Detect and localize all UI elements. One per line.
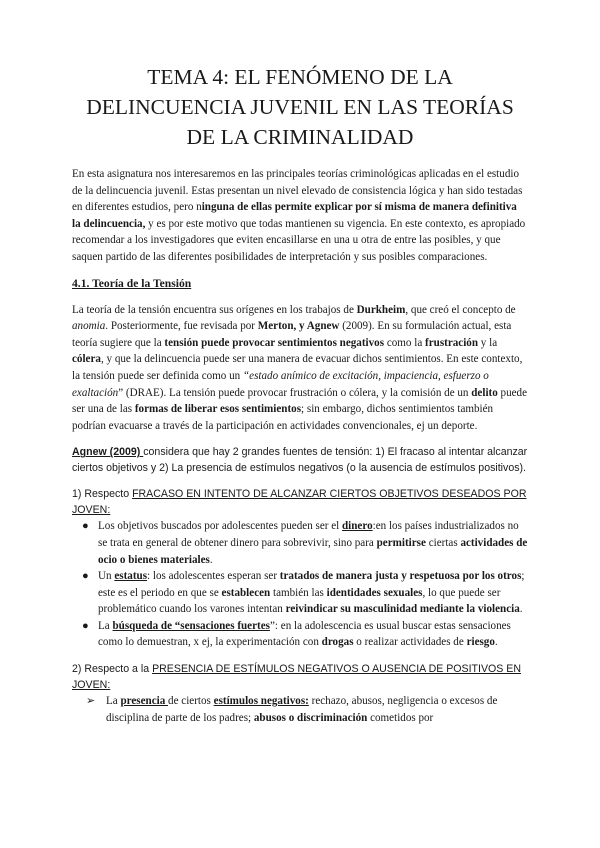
bullet-icon: ● [82,570,89,583]
list-bold: drogas [321,636,354,649]
list-text: también las [270,586,327,599]
agnew-citation: Agnew (2009) [72,446,144,459]
respecto-1-prefix: 1) Respecto [72,488,133,501]
list-bold-underlined: presencia [120,695,169,708]
list-bold: abusos o discriminación [253,711,368,724]
tension-bold-formas: formas de liberar esos sentimientos [134,403,302,416]
list-item [72,568,528,618]
tension-italic-anomia: anomia [72,320,106,333]
list-bold: riesgo [466,636,495,649]
arrow-bullet-icon: ➢ [86,695,96,708]
list-bold-underlined: búsqueda de “sensaciones fuertes [112,619,270,632]
bullet-icon: ● [82,520,89,533]
list-bold: actividades de ocio o bienes materiales [98,536,528,566]
stimuli-list [72,693,528,726]
respecto-2-heading [72,661,528,693]
list-item [72,693,528,726]
tension-italic-definicion: “estado anímico de excitación, impaciencia, esfuerzo o exaltación [72,369,489,399]
list-text: ; este es el periodo en que se [98,570,525,599]
list-bold: establecen [221,586,271,599]
tension-bold-durkheim: Durkheim [356,303,406,316]
list-text: . [209,553,213,566]
tension-text: ” (DRAE). La tensión puede provocar frustración o cólera, y la comisión de un [118,386,472,399]
page-title: TEMA 4: EL FENÓMENO DE LA DELINCUENCIA JUVENIL EN LAS TEORÍAS DE LA CRIMINALIDAD [86,65,514,149]
list-bold: reivindicar su masculinidad mediante la violencia [285,603,520,616]
document-page [72,62,528,726]
list-item [72,518,528,568]
list-text: La [106,695,121,708]
tension-bold-merton: Merton, y Agnew [257,320,340,333]
tension-text: (2009). En su formulación actual, esta teoría sugiere que la [72,320,512,349]
tension-text: y la [478,336,498,349]
tension-text: puede ser una de las [72,386,528,416]
respecto-2-underlined: PRESENCIA DE ESTÍMULOS NEGATIVOS O AUSENCIA DE POSITIVOS EN JOVEN: [72,663,522,692]
list-text: o realizar actividades de [353,636,467,649]
bullet-icon: ● [82,619,89,632]
list-text: Los objetivos buscados por adolescentes pueden ser el [98,520,342,533]
agnew-paragraph [72,444,528,476]
list-bold: tratados de manera justa y respetuosa por los otros [279,570,522,583]
tension-bold-colera: cólera [72,353,101,366]
respecto-2-prefix: 2) Respecto a la [72,663,153,676]
respecto-1-underlined: FRACASO EN INTENTO DE ALCANZAR CIERTOS OBJETIVOS DESEADOS POR JOVEN: [72,488,527,517]
tension-text: , que creó el concepto de [405,303,516,316]
list-text: , lo que puede ser problemático cuando los varones intentan [98,586,501,616]
list-text: : los adolescentes esperan ser [147,570,280,583]
list-text: rechazo, abusos, negligencia o excesos de disciplina de parte de los padres; [106,695,498,724]
tension-text: ; sin embargo, dichos sentimientos también podrían evacuarse a través de la participación en actividades convencionales, ej un deporte. [72,403,494,432]
agnew-text: considera que hay 2 grandes fuentes de tensión: 1) El fracaso al intentar alcanzar ciertos objetivos y 2) La presencia de estímulos negativos (o la ausencia de estímulos positivos). [72,446,528,475]
list-bold: permitirse [376,536,426,549]
intro-text: En esta asignatura nos interesaremos en las principales teorías criminológicas aplicadas en el estudio de la delincuencia juvenil. Estas presentan un nivel elevado de consistencia lógica y han sido testadas en diferentes estudios, pero n [72,168,523,214]
objectives-list [72,518,528,651]
intro-text-2: y es por este motivo que todas mantienen su vigencia. En este contexto, es apropiado recomendar a los investigadores que eviten encasillarse en una u otra de entre las posibles, y que saquen partido de las diferentes posibilidades de interpretación y sus posibles comparaciones. [72,217,526,263]
tension-paragraph [72,302,528,435]
list-bold-underlined: estímulos negativos: [213,695,309,708]
tension-text: como la [384,336,426,349]
list-text: . [494,636,498,649]
list-bold-underlined: estatus [114,570,148,583]
tension-bold-sentimientos: tensión puede provocar sentimientos negativos [164,336,385,349]
list-text: ciertas [425,536,461,549]
list-item [72,618,528,651]
list-bold: identidades sexuales [326,586,423,599]
list-bold-underlined: dinero [342,520,373,533]
list-text: :en los países industrializados no se trata en general de obtener dinero para sobrevivir, sino para [98,520,519,549]
tension-text: , y que la delincuencia puede ser una manera de evacuar dichos sentimientos. En este contexto, la tensión puede ser definida como un [72,353,523,382]
respecto-1-heading [72,486,528,518]
intro-paragraph [72,166,528,266]
list-text: de ciertos [168,695,214,708]
intro-bold: inguna de ellas permite explicar por sí misma de manera definitiva la delincuencia, [72,201,517,230]
tension-text: . Posteriormente, fue revisada por [105,320,258,333]
list-text: La [98,619,113,632]
list-text: cometidos por [367,711,434,724]
tension-bold-delito: delito [471,386,498,399]
list-text: ”: en la adolescencia es usual buscar estas sensaciones como lo demuestran, x ej, la experimentación con [98,619,511,649]
list-text: Un [98,570,115,583]
tension-text: La teoría de la tensión encuentra sus orígenes en los trabajos de [72,303,357,316]
section-heading: 4.1. Teoría de la Tensión [72,276,192,290]
tension-bold-frustracion: frustración [425,336,479,349]
list-text: . [519,603,523,616]
